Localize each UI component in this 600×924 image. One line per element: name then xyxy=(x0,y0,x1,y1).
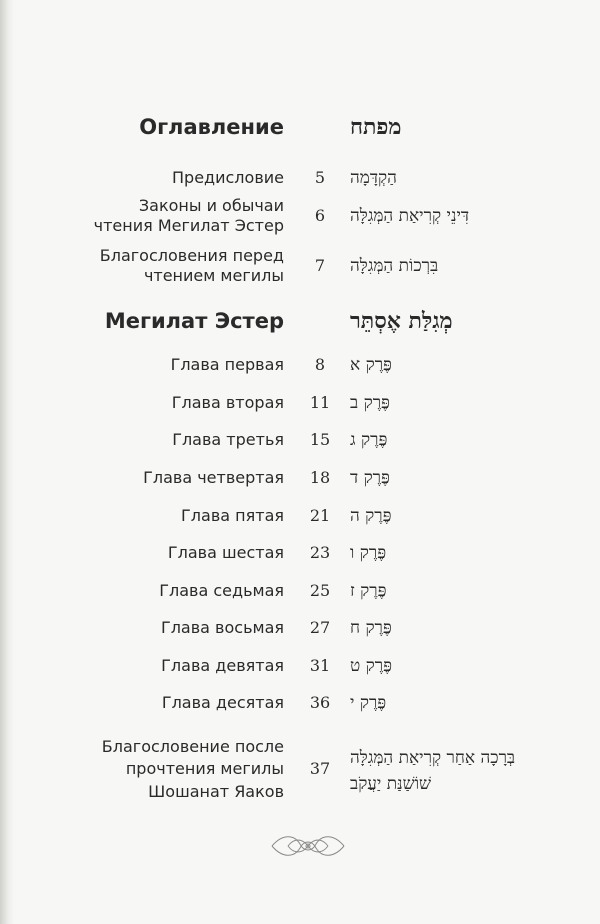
entry-title-ru-line1: Законы и обычаи xyxy=(138,196,284,215)
chapter-title-he: פֶּרֶק ב xyxy=(350,393,390,413)
closing-title-ru-line2: прочтения мегилы xyxy=(125,759,284,778)
chapter-title-ru: Глава четвертая xyxy=(143,468,284,487)
page-number: 5 xyxy=(314,168,326,187)
entry-title-he: הַקְדָּמָה xyxy=(350,168,397,188)
page-number: 6 xyxy=(314,206,326,225)
entry-title-ru: Предисловие xyxy=(172,168,284,187)
page-number: 27 xyxy=(309,618,331,637)
closing-title-he-line2: שׁוֹשַׁנַּת יַעֲקֹב xyxy=(350,774,432,794)
closing-title-ru-line3: Шошанат Яаков xyxy=(148,782,284,801)
entry-title-he: דִּינֵי קְרִיאַת הַמְּגִלָּה xyxy=(350,206,470,226)
chapter-title-ru: Глава третья xyxy=(172,430,284,449)
chapter-title-he: פֶּרֶק א xyxy=(350,355,392,375)
page-number: 23 xyxy=(309,543,331,562)
closing-title-ru-line1: Благословение после xyxy=(101,737,284,756)
page-number: 11 xyxy=(309,393,331,412)
chapter-title-ru: Глава вторая xyxy=(171,393,284,412)
chapter-title-he: פֶּרֶק י xyxy=(350,693,387,713)
chapter-title-he: פֶּרֶק ו xyxy=(350,543,387,563)
chapter-title-ru: Глава восьмая xyxy=(160,618,284,637)
entry-title-he: בִּרְכוֹת הַמְּגִלָּה xyxy=(350,256,439,276)
closing-title-he-line1: בְּרָכָה אַחַר קְרִיאַת הַמְּגִלָּה xyxy=(350,748,516,768)
page-number: 15 xyxy=(309,430,331,449)
page-edge xyxy=(0,0,14,924)
chapter-title-he: פֶּרֶק ד xyxy=(350,468,390,488)
chapter-title-he: פֶּרֶק ז xyxy=(350,581,387,601)
toc-title-ru: Оглавление xyxy=(139,115,284,139)
page-number: 31 xyxy=(309,656,331,675)
chapter-title-ru: Глава седьмая xyxy=(159,581,284,600)
entry-title-ru-line2: чтением мегилы xyxy=(143,266,284,285)
chapter-title-he: פֶּרֶק ט xyxy=(350,656,393,676)
chapter-title-he: פֶּרֶק ג xyxy=(350,430,388,450)
chapter-title-ru: Глава пятая xyxy=(181,506,284,525)
chapter-title-he: פֶּרֶק ח xyxy=(350,618,392,638)
page-number: 7 xyxy=(314,256,326,275)
flourish-ornament-icon xyxy=(268,826,348,866)
chapter-title-ru: Глава первая xyxy=(170,355,284,374)
page-number: 18 xyxy=(309,468,331,487)
chapter-title-ru: Глава десятая xyxy=(161,693,284,712)
section-title-ru: Мегилат Эстер xyxy=(104,309,284,333)
chapter-title-he: פֶּרֶק ה xyxy=(350,506,392,526)
page-number: 25 xyxy=(309,581,331,600)
entry-title-ru-line2: чтения Мегилат Эстер xyxy=(93,216,284,235)
entry-title-ru-line1: Благословения перед xyxy=(99,246,284,265)
section-title-he: מְגִלַּת אֶסְתֵּר xyxy=(350,308,453,334)
page-number: 8 xyxy=(314,355,326,374)
page-number: 37 xyxy=(309,759,331,778)
page-number: 36 xyxy=(309,693,331,712)
page-number: 21 xyxy=(309,506,331,525)
chapter-title-ru: Глава девятая xyxy=(161,656,284,675)
chapter-title-ru: Глава шестая xyxy=(167,543,284,562)
toc-title-he: מפתח xyxy=(350,114,402,140)
